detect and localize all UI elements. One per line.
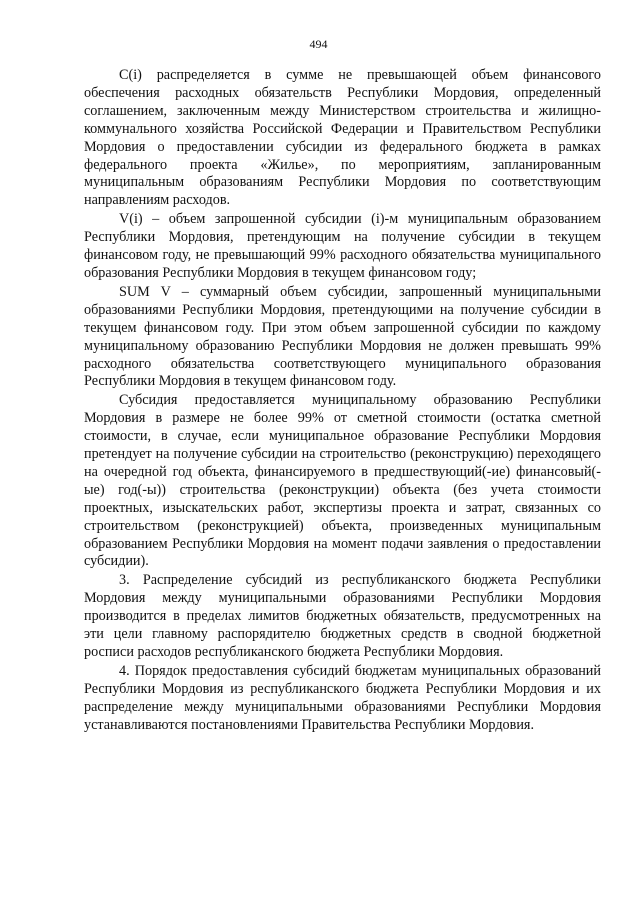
- paragraph-4-procedure: 4. Порядок предоставления субсидий бюджетам муниципальных образований Республики Мордовия из республиканского бюджета Республики Мордовия и их распределение между муниципальными образованиями Республики Мордовия устанавливаются постановлениями Правительства Республики Мордовия.: [84, 662, 601, 733]
- paragraph-v-i: V(i) – объем запрошенной субсидии (i)-м муниципальным образованием Республики Мордовия, претендующим на получение субсидии в текущем финансовом году, не превышающий 99% расходного обязательства муниципального образования Республики Мордовия в текущем финансовом году;: [84, 211, 601, 281]
- document-body: [84, 67, 601, 735]
- page-number: 494: [309, 37, 328, 51]
- paragraph-subsidy: Субсидия предоставляется муниципальному образованию Республики Мордовия в размере не более 99% от сметной стоимости (остатка сметной стоимости, в случае, если муниципальное образование Республики Мордовия претендует на получение субсидии на строительство (реконструкцию) переходящего на очередной год объекта, финансируемого в предшествующий(-ие) финансовый(-ые) год(-ы)) строительства (реконструкции) объекта (без учета стоимости проектных, изыскательских работ, экспертизы проекта и затрат, связанных со строительством (реконструкцией) объекта, произведенных муниципальным образованием Республики Мордовия на момент подачи заявления о предоставлении субсидии).: [84, 392, 601, 570]
- paragraph-c-i: C(i) распределяется в сумме не превышающей объем финансового обеспечения расходных обязательств Республики Мордовия, определенный соглашением, заключенным между Министерством строительства и жилищно-коммунального хозяйства Российской Федерации и Правительством Республики Мордовия о предоставлении субсидии из федерального бюджета в рамках федерального проекта «Жилье», по мероприятиям, запланированным муниципальным образованиям Республики Мордовия по соответствующим направлениям расходов.: [84, 67, 601, 209]
- paragraph-3-distribution: 3. Распределение субсидий из республиканского бюджета Республики Мордовия между муниципальными образованиями Республики Мордовия производится в пределах лимитов бюджетных обязательств, предусмотренных на эти цели главному распорядителю бюджетных средств в сводной бюджетной росписи расходов республиканского бюджета Республики Мордовия.: [84, 572, 601, 660]
- paragraph-sum-v: SUM V – суммарный объем субсидии, запрошенный муниципальными образованиями Республики Мордовия, претендующими на получение субсидии в текущем финансовом году. При этом объем запрошенной субсидии по каждому муниципальному образованию Республики Мордовия не должен превышать 99% расходного обязательства соответствующего муниципального образования Республики Мордовия в текущем финансовом году.: [84, 283, 601, 390]
